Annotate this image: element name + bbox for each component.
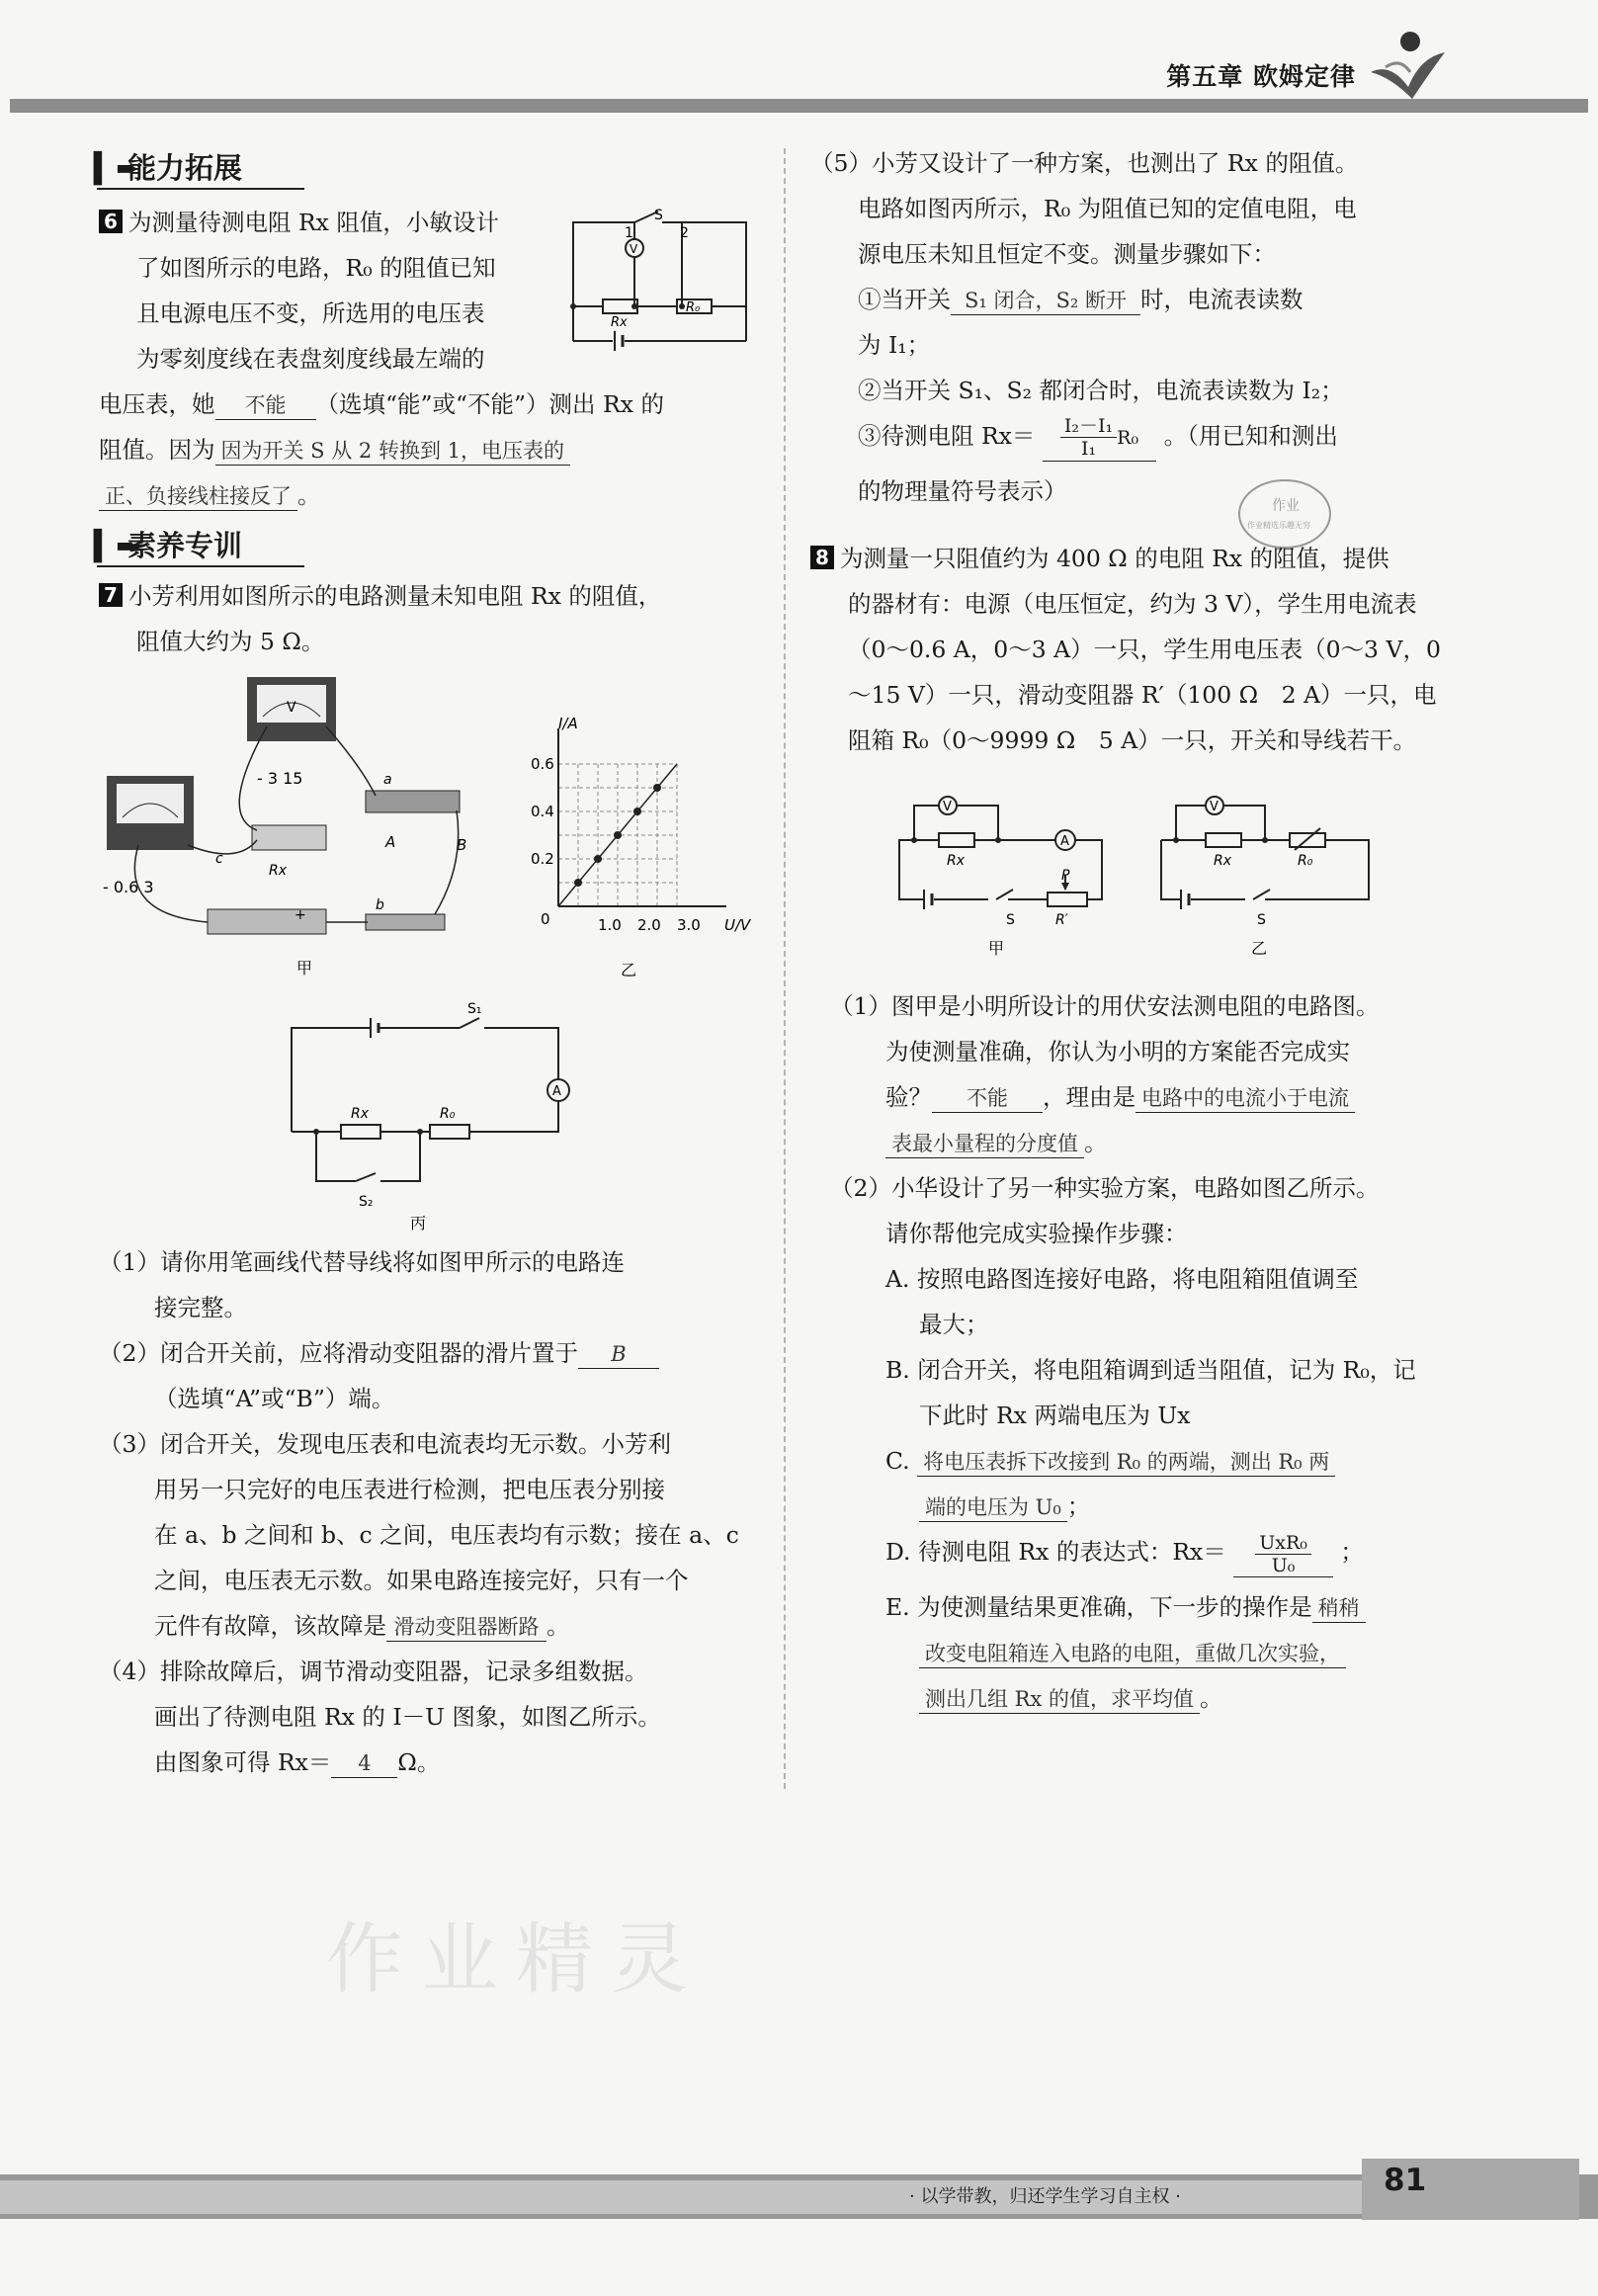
svg-text:A: A [1060, 834, 1069, 849]
svg-text:- 0.6 3: - 0.6 3 [103, 878, 154, 896]
svg-text:作业精选乐趣无穷: 作业精选乐趣无穷 [1247, 521, 1310, 530]
svg-text:V: V [287, 700, 296, 716]
svg-text:V: V [943, 800, 952, 814]
q8-answer-c1: 将电压表拆下改接到 R₀ 的两端，测出 R₀ 两 [917, 1448, 1335, 1477]
rheostat [366, 791, 460, 812]
switch [366, 914, 445, 930]
q7-iu-graph [529, 717, 766, 993]
svg-text:R₀: R₀ [440, 1106, 456, 1122]
section-literacy-heading: ▍➨素养专训 [94, 529, 243, 562]
svg-text:A: A [385, 833, 396, 851]
watermark: 作业精灵 [326, 1915, 707, 2004]
column-divider [784, 148, 786, 1789]
q8-intro: 8 为测量一只阻值约为 400 Ω 的电阻 Rx 的阻值，提供 的器材有：电源（电压恒定，约为 3 V），学生用电流表 （0～0.6 A，0～3 A）一只，学生用电压表（0～3 V，0 ～15 V）一只，滑动变阻器 R′（100 Ω 2 A）一只，电 阻箱 R₀（0～9999 Ω 5 A）一只，开关和导线若干。 [810, 536, 1492, 763]
q7-circuit-bing [282, 993, 588, 1240]
svg-text:+: + [294, 907, 306, 923]
battery [208, 909, 326, 934]
rx-label: Rx [611, 315, 628, 330]
svg-text:0: 0 [541, 910, 550, 928]
svg-text:作业: 作业 [1272, 498, 1300, 514]
page-number: 81 [1384, 2163, 1427, 2198]
svg-text:- 3 15: - 3 15 [257, 769, 303, 788]
svg-text:a: a [383, 772, 392, 788]
q7-answer-5b: $\frac{\text{I₂－I₁}}{\text{I₁}}$ R₀ [1043, 413, 1156, 462]
svg-text:S: S [1257, 912, 1266, 928]
switch-terminal-1: 1 [625, 225, 633, 241]
svg-text:3.0: 3.0 [677, 916, 701, 934]
q8-answer-1a: 不能 [932, 1084, 1043, 1113]
footer-slogan: · 以学带教，归还学生学习自主权 · [909, 2186, 1181, 2207]
section-underline [97, 188, 304, 190]
section-ability-heading: ▍➨能力拓展 [94, 151, 243, 185]
q6-circuit-diagram [563, 208, 761, 356]
q6-number: 6 [99, 210, 123, 233]
svg-text:R₀: R₀ [1298, 853, 1313, 869]
q8-answer-1c: 表最小量程的分度值 [885, 1130, 1084, 1158]
rx-resistor [252, 825, 326, 850]
svg-text:U/V: U/V [724, 916, 751, 934]
q7-answer-5a: S₁ 闭合，S₂ 断开 [951, 287, 1140, 315]
svg-text:S₁: S₁ [467, 1001, 482, 1017]
svg-text:Rx: Rx [269, 863, 288, 879]
svg-text:Rx: Rx [947, 853, 966, 869]
q8-parts: （1）图甲是小明所设计的用伏安法测电阻的电路图。 为使测量准确，你认为小明的方案能否完成实 验？ 不能 ，理由是 电路中的电流小于电流 表最小量程的分度值 。 （2）小华设计了另一种实验方案，电路如图乙所示。 请你帮他完成实验操作步骤： A. 按照电路图连接好电路，将电阻箱阻值调至 最大； B. 闭合开关，将电阻箱调到适当阻值，记为 R₀，记 下此时 Rx 两端电压为 Ux C. 将电压表拆下改接到 R₀ 的两端，测出 R₀ 两 端的电压为 U₀ ； D. 待测电阻 Rx 的表达式：Rx＝ $\frac{\text{UxR₀}}{\text{U₀}}$ ； E. 为使测量结果更准确，下一步的操作是 稍稍 改变电阻箱连入电路的电阻，重做几次实验， 测出几组 Rx 的值，求平均值 。 [830, 992, 1416, 1712]
book-logo-icon [1361, 28, 1450, 107]
svg-text:c: c [215, 851, 223, 867]
fig-caption-yi: 乙 [621, 961, 637, 979]
svg-text:0.4: 0.4 [531, 803, 554, 820]
svg-text:b: b [376, 897, 384, 913]
arrow-icon: ▍➨ [94, 151, 140, 185]
q7-intro: 7 小芳利用如图所示的电路测量未知电阻 Rx 的阻值， 阻值大约为 5 Ω。 [99, 573, 771, 664]
q7-answer-3: 滑动变阻器断路 [386, 1613, 547, 1642]
q7-answer-2: B [578, 1340, 659, 1369]
chapter-title: 第五章 欧姆定律 [1166, 62, 1356, 91]
fig-caption-bing: 丙 [410, 1214, 427, 1233]
svg-text:2.0: 2.0 [637, 916, 661, 934]
q6-answer-3: 正、负接线柱接反了 [99, 482, 297, 511]
q7-parts: （1）请你用笔画线代替导线将如图甲所示的电路连 接完整。 （2）闭合开关前，应将滑动变阻器的滑片置于 B （选填“A”或“B”）端。 （3）闭合开关，发现电压表和电流表均无示数。小芳利 用另一只完好的电压表进行检测，把电压表分别接 在 a、b 之间和 b、c 之间，电压表均有示数；接在 a、c 之间，电压表无示数。如果电路连接完好，只有一个 元件有故障，该故障是 滑动变阻器断路 。 （4）排除故障后，调节滑动变阻器，记录多组数据。 画出了待测电阻 Rx 的 I－U 图象，如图乙所示。 由图象可得 Rx＝ 4 Ω。 [99, 1248, 739, 1776]
q7-number: 7 [99, 583, 123, 607]
svg-text:B: B [457, 836, 467, 854]
q6-answers: 电压表，她 不能 （选填“能”或“不能”）测出 Rx 的 阻值。因为 因为开关 S 从 2 转换到 1，电压表的 正、负接线柱接反了 。 [99, 390, 664, 509]
svg-text:I/A: I/A [558, 717, 578, 732]
q7-answer-4: 4 [331, 1749, 397, 1778]
switch-terminal-2: 2 [680, 225, 689, 241]
arrow-icon: ▍➨ [94, 529, 140, 562]
svg-text:1.0: 1.0 [598, 916, 622, 934]
q8-number: 8 [810, 546, 834, 569]
svg-text:0.6: 0.6 [531, 755, 554, 773]
q8-answer-c2: 端的电压为 U₀ [919, 1493, 1067, 1522]
svg-text:P: P [1061, 868, 1070, 884]
q6-text: 6 为测量待测电阻 Rx 阻值，小敏设计 了如图所示的电路，R₀ 的阻值已知 且电源电压不变，所选用的电压表 为零刻度线在表盘刻度线最左端的 [99, 200, 563, 382]
q7-apparatus-figure [99, 667, 494, 983]
q8-answer-d: $\frac{\text{UxR₀}}{\text{U₀}}$ [1233, 1530, 1333, 1577]
svg-text:V: V [1210, 800, 1219, 814]
q8-answer-e3: 测出几组 Rx 的值，求平均值 [919, 1685, 1200, 1714]
switch-label: S [654, 208, 663, 223]
header-bar [10, 99, 1588, 113]
svg-text:A: A [552, 1084, 561, 1099]
svg-text:Rx: Rx [351, 1106, 370, 1122]
fig-caption-yi: 乙 [1251, 939, 1268, 958]
svg-text:R′: R′ [1055, 912, 1068, 928]
svg-text:Rx: Rx [1214, 853, 1232, 869]
voltmeter-label: V [630, 242, 638, 256]
q6-answer-2: 因为开关 S 从 2 转换到 1，电压表的 [215, 437, 570, 466]
r0-label: R₀ [686, 300, 701, 315]
fig-caption-jia: 甲 [296, 959, 313, 978]
q8-answer-e1: 稍稍 [1312, 1594, 1366, 1623]
section-underline [97, 565, 304, 567]
fig-caption-jia: 甲 [988, 939, 1005, 958]
q7-part-5: （5）小芳又设计了一种方案，也测出了 Rx 的阻值。 电路如图丙所示，R₀ 为阻值已知的定值电阻，电 源电压未知且恒定不变。测量步骤如下： ①当开关 S₁ 闭合，S₂ 断开 时，电流表读数 为 I₁； ②当开关 S₁、S₂ 都闭合时，电流表读数为 I₂； ③待测电阻 Rx＝ $\frac{\text{I₂－I₁}}{\text{I₁}}$ R₀ 。（用已知和测出 的物理量符号表示） [810, 149, 1359, 505]
svg-text:0.2: 0.2 [531, 850, 554, 868]
q6-answer-1: 不能 [215, 391, 316, 420]
q8-answer-e2: 改变电阻箱连入电路的电阻，重做几次实验， [919, 1640, 1346, 1668]
q8-circuit-figures [889, 781, 1403, 964]
svg-text:S₂: S₂ [359, 1194, 374, 1210]
svg-text:S: S [1006, 912, 1015, 928]
q8-answer-1b: 电路中的电流小于电流 [1135, 1084, 1355, 1113]
